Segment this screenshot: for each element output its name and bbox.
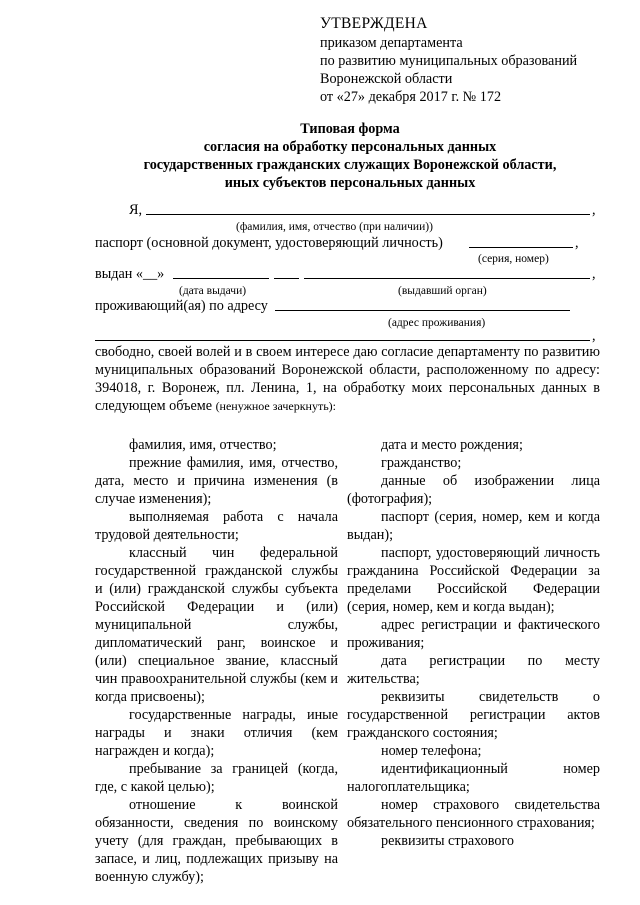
name-caption: (фамилия, имя, отчество (при наличии))	[236, 221, 433, 233]
title-line: согласия на обработку персональных данных	[203, 139, 497, 155]
title-line: Типовая форма	[300, 121, 400, 137]
list-item: идентификационный номер налогоплательщика;	[347, 761, 600, 795]
consent-note: (ненужное зачеркнуть):	[215, 399, 337, 413]
list-item: реквизиты страхового	[381, 833, 515, 849]
i-label: Я,	[129, 202, 143, 218]
list-item: паспорт, удостоверяющий личность гражданина Российской Федерации за пределами Российской Федерации (серия, номер, кем и когда выдан);	[347, 545, 600, 615]
approval-heading: УТВЕРЖДЕНА	[320, 15, 428, 32]
approval-line: Воронежской области	[320, 71, 453, 87]
list-item: номер телефона;	[381, 743, 482, 759]
list-item: номер страхового свидетельства обязательного пенсионного страхования;	[347, 797, 600, 831]
data-list-right	[347, 436, 600, 850]
list-item: дата и место рождения;	[381, 437, 523, 453]
list-item: прежние фамилия, имя, отчество, дата, место и причина изменения (в случае изменения);	[95, 455, 338, 507]
list-item: отношение к воинской обязанности, сведения по воинскому учету (для граждан, пребывающих в запасе, и лиц, подлежащих призыву на военную службу);	[95, 797, 338, 885]
passport-field[interactable]	[469, 247, 573, 248]
name-field[interactable]	[146, 214, 590, 215]
approval-line: от «27» декабря 2017 г. № 172	[320, 89, 502, 105]
list-item: данные об изображении лица (фотография);	[347, 473, 600, 507]
list-item: выполняемая работа с начала трудовой деятельности;	[95, 509, 338, 543]
comma: ,	[592, 266, 596, 282]
comma: ,	[575, 235, 579, 251]
list-item: классный чин федеральной государственной гражданской службы и (или) гражданской службы субъекта Российской Федерации и (или) муниципальной службы, дипломатический ранг, воинское и (или) специальное звание, классный чин правоохранительной службы (кем и когда присвоены);	[95, 545, 338, 705]
address-label: проживающий(ая) по адресу	[95, 298, 268, 314]
approval-block	[320, 14, 635, 106]
address-caption: (адрес проживания)	[388, 317, 486, 329]
list-item: государственные награды, иные награды и знаки отличия (кем награжден и когда);	[95, 707, 338, 759]
list-item: адрес регистрации и фактического проживания;	[347, 617, 600, 651]
comma: ,	[592, 202, 596, 218]
issue-year-field[interactable]	[274, 278, 299, 279]
list-item: дата регистрации по месту жительства;	[347, 653, 600, 687]
consent-text: свободно, своей волей и в своем интересе даю согласие департаменту по развитию муниципальных образований Воронежской области, расположенному по адресу: 394018, г. Воронеж, пл. Ленина, 1, на обработку моих персональных данных в следующем объеме	[95, 344, 600, 414]
title-line: иных субъектов персональных данных	[224, 175, 476, 191]
issue-date-field[interactable]	[173, 278, 269, 279]
data-list-left	[95, 436, 338, 886]
issued-label: выдан «__»	[95, 266, 165, 282]
passport-label: паспорт (основной документ, удостоверяющий личность)	[95, 235, 443, 251]
approval-line: приказом департамента	[320, 35, 463, 51]
document-title	[95, 120, 605, 192]
list-item: гражданство;	[381, 455, 462, 471]
title-line: государственных гражданских служащих Воронежской области,	[143, 157, 557, 173]
list-item: фамилия, имя, отчество;	[129, 437, 277, 453]
list-item: реквизиты свидетельств о государственной регистрации актов гражданского состояния;	[347, 689, 600, 741]
issuer-caption: (выдавший орган)	[398, 285, 487, 297]
list-item: пребывание за границей (когда, где, с какой целью);	[95, 761, 338, 795]
passport-caption: (серия, номер)	[478, 253, 549, 265]
issue-date-caption: (дата выдачи)	[179, 285, 247, 297]
consent-paragraph	[95, 343, 600, 415]
address-field-continued[interactable]	[95, 340, 590, 341]
list-item: паспорт (серия, номер, кем и когда выдан);	[347, 509, 600, 543]
comma: ,	[592, 328, 596, 344]
address-field[interactable]	[275, 310, 570, 311]
approval-line: по развитию муниципальных образований	[320, 53, 578, 69]
issuer-field[interactable]	[304, 278, 590, 279]
